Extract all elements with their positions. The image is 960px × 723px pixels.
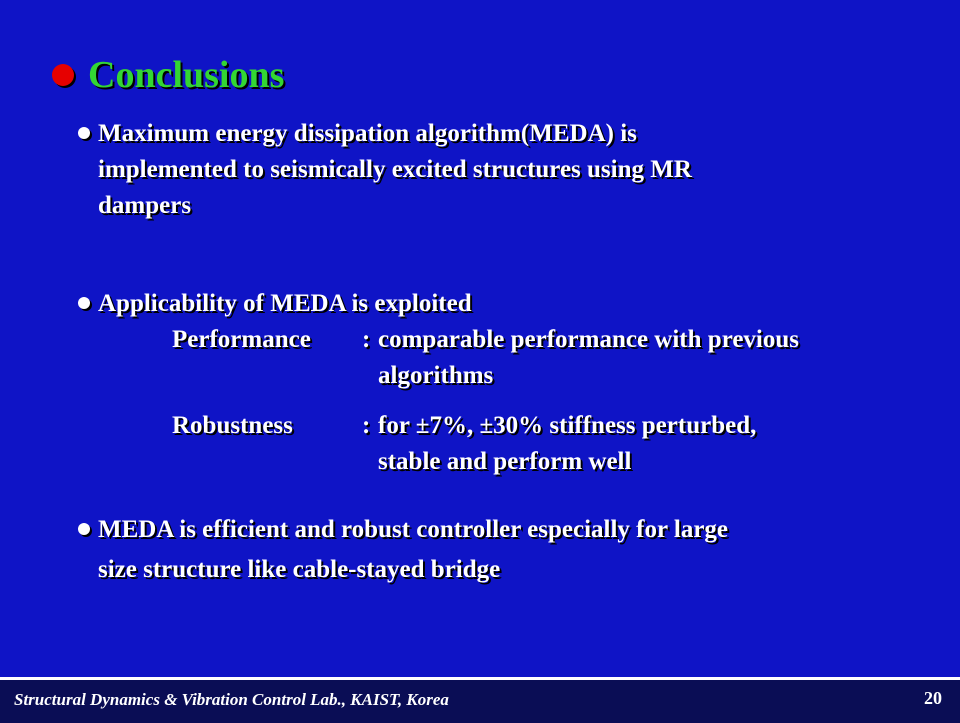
bullet-icon [78, 127, 90, 139]
footer-bar [0, 677, 960, 723]
performance-label: Performance [172, 326, 311, 353]
red-bullet-icon [52, 64, 74, 86]
bullet-text: MEDA is efficient and robust controller especially for large [98, 516, 729, 543]
performance-text: algorithms [378, 362, 494, 389]
bullet-text: Maximum energy dissipation algorithm(MEDA) is [98, 120, 637, 147]
bullet-efficient [78, 510, 728, 590]
bullet-text: size structure like cable-stayed bridge [98, 556, 501, 583]
performance-item [172, 322, 799, 394]
bullet-icon [78, 297, 90, 309]
robustness-item [172, 408, 756, 480]
performance-text: comparable performance with previous [378, 326, 800, 353]
page-number: 20 [924, 688, 942, 708]
bullet-text: dampers [98, 192, 192, 219]
bullet-text: Applicability of MEDA is exploited [98, 290, 472, 317]
separator: : [362, 412, 371, 439]
robustness-text: stable and perform well [378, 448, 632, 475]
bullet-applicability [78, 286, 472, 322]
bullet-text: implemented to seismically excited structures using MR [98, 156, 692, 183]
robustness-text: for ±7%, ±30% stiffness perturbed, [378, 412, 757, 439]
title-text: Conclusions [88, 54, 285, 96]
footer-lab-name: Structural Dynamics & Vibration Control Lab., KAIST, Korea [14, 690, 449, 709]
separator: : [362, 326, 371, 353]
bullet-icon [78, 523, 90, 535]
slide-title [52, 50, 284, 100]
robustness-label: Robustness [172, 412, 293, 439]
bullet-meda [78, 116, 692, 224]
